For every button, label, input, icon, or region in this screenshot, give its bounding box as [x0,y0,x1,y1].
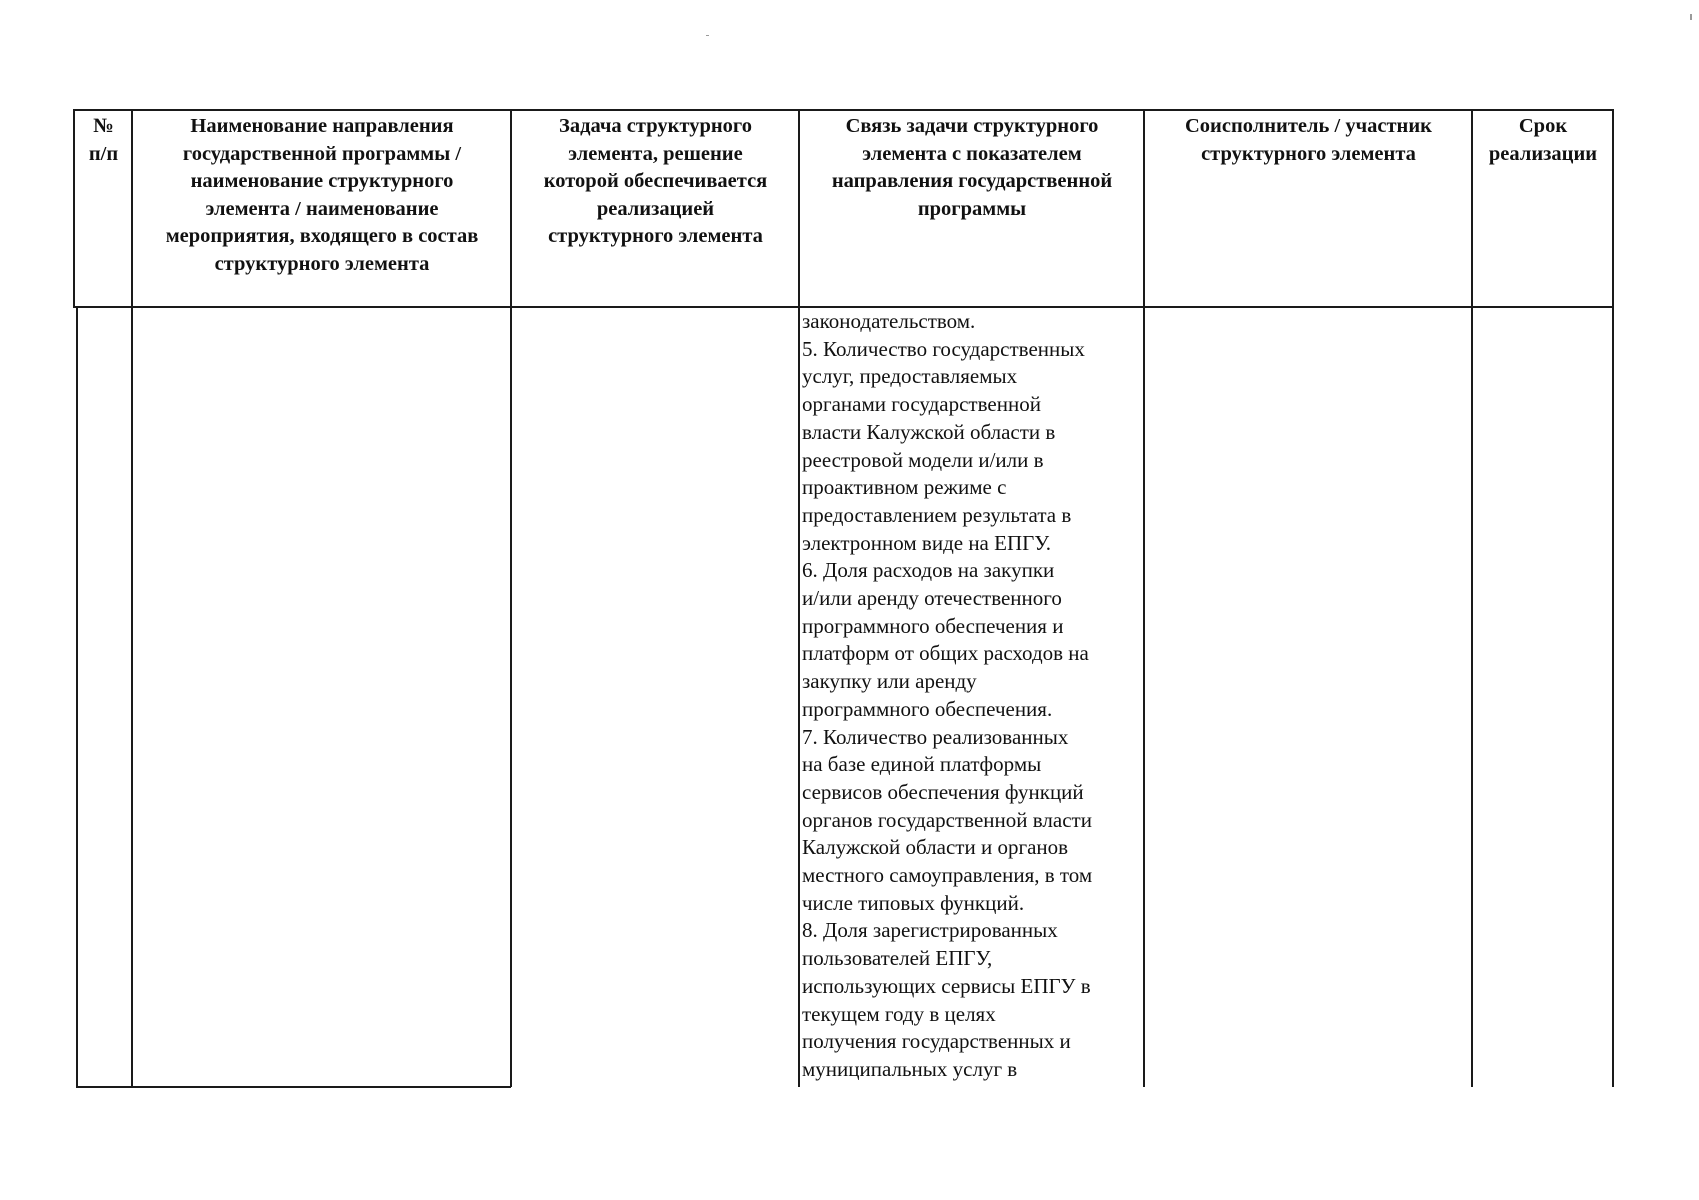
indicator-text-line: власти Калужской области в [802,419,1056,444]
indicator-text-line: 8. Доля зарегистрированных [802,918,1058,943]
header-name: Наименование направления государственной программы / наименование структурного элемента / наименование мероприятия, входящего в состав структурного элемента [165,115,479,275]
indicator-text-line: получения государственных и [802,1029,1071,1054]
indicator-text-line: использующих сервисы ЕПГУ в [802,973,1091,998]
indicator-text-line: муниципальных услуг в [802,1056,1018,1081]
scan-speck [706,35,709,36]
indicator-text-line: платформ от общих расходов на [802,641,1089,666]
row-link-cell [802,308,1143,1088]
indicator-text-line: числе типовых функций. [802,890,1025,915]
indicator-text-line: органов государственной власти [802,807,1092,832]
table-top-border [73,109,1614,111]
table-bottom-border-left [76,1086,511,1088]
row-term-cell [1473,309,1611,1085]
header-link-to-indicator: Связь задачи структурного элемента с показателем направления государственной программы [831,115,1113,220]
indicator-text-line: и/или аренду отечественного [802,586,1062,611]
indicator-text-line: предоставлением результата в [802,502,1072,527]
header-coexecutor: Соисполнитель / участник структурного элемента [1184,115,1432,165]
indicator-text-line: проактивном режиме с [802,475,1007,500]
col-border-6 [1612,109,1614,1087]
indicator-text-line: 5. Количество государственных [802,336,1085,361]
indicator-text-line: 6. Доля расходов на закупки [802,558,1055,583]
indicator-text-line: органами государственной [802,392,1041,417]
row-coexecutor-cell [1145,309,1470,1085]
scan-speck [1690,14,1692,20]
indicator-text-line: Калужской области и органов [802,835,1069,860]
indicator-text-line: пользователей ЕПГУ, [802,946,993,971]
header-number: № п/п [88,115,119,165]
indicator-text-line: сервисов обеспечения функций [802,779,1084,804]
header-term: Срок реализации [1488,115,1598,165]
header-task: Задача структурного элемента, решение которой обеспечивается реализацией структурного элемента [543,115,768,248]
indicator-text-line: электронном виде на ЕПГУ. [802,530,1051,555]
indicator-text-line: законодательством. [802,309,976,333]
indicator-text-line: программного обеспечения и [802,613,1064,638]
indicator-text-line: услуг, предоставляемых [802,364,1018,389]
indicator-text-line: закупку или аренду [802,669,977,694]
indicator-text-line: на базе единой платформы [802,752,1042,777]
row-number-cell [78,309,130,1085]
row-name-cell [133,309,509,1085]
indicator-text-line: программного обеспечения. [802,696,1053,721]
row-task-cell [512,309,797,1085]
indicator-text-line: 7. Количество реализованных [802,724,1069,749]
indicator-text-line: текущем году в целях [802,1001,996,1026]
indicator-text-line: реестровой модели и/или в [802,447,1044,472]
indicator-text-line: местного самоуправления, в том [802,863,1093,888]
col-border-3 [798,109,800,1087]
